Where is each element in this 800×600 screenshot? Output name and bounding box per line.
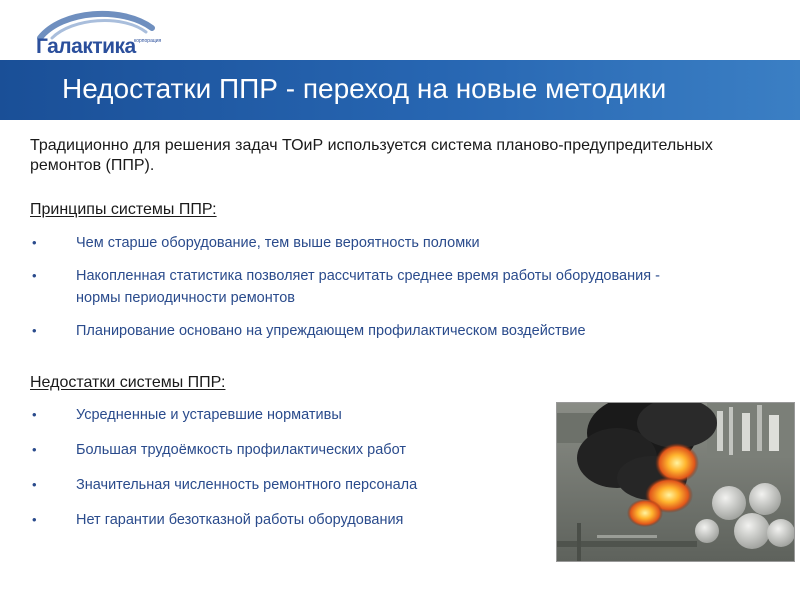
list-item-text: Чем старше оборудование, тем выше вероятность поломки bbox=[76, 235, 480, 251]
bullet-icon: • bbox=[32, 323, 37, 338]
list-item-text: Планирование основано на упреждающем профилактическом воздействие bbox=[76, 323, 586, 339]
list-item bbox=[30, 509, 540, 531]
refinery-fire-image bbox=[557, 403, 794, 561]
logo-text: Галактика bbox=[36, 35, 136, 58]
list-item bbox=[30, 439, 540, 461]
intro-paragraph: Традиционно для решения задач ТОиР используется система планово-предупредительных ремонтов (ППР). bbox=[30, 137, 713, 174]
company-logo bbox=[22, 6, 182, 56]
principles-heading: Принципы системы ППР: bbox=[30, 201, 217, 218]
bullet-icon: • bbox=[32, 268, 37, 283]
list-item-text: Нет гарантии безотказной работы оборудования bbox=[76, 512, 404, 528]
list-item-text: Накопленная статистика позволяет рассчитать среднее время работы оборудования - нормы периодичности ремонтов bbox=[76, 268, 660, 306]
list-item bbox=[30, 474, 540, 496]
refinery-fire-photo bbox=[556, 402, 795, 562]
list-item bbox=[30, 232, 720, 254]
principles-list bbox=[30, 232, 720, 342]
list-item bbox=[30, 265, 706, 309]
list-item bbox=[30, 404, 540, 426]
drawbacks-heading: Недостатки системы ППР: bbox=[30, 374, 226, 391]
bullet-icon: • bbox=[32, 407, 37, 422]
list-item-text: Значительная численность ремонтного персонала bbox=[76, 477, 418, 493]
bullet-icon: • bbox=[32, 512, 37, 527]
bullet-icon: • bbox=[32, 477, 37, 492]
bullet-icon: • bbox=[32, 235, 37, 250]
list-item bbox=[30, 320, 720, 342]
bullet-icon: • bbox=[32, 442, 37, 457]
drawbacks-list bbox=[30, 404, 540, 531]
logo-small-text: корпорация bbox=[134, 38, 162, 44]
slide-title: Недостатки ППР - переход на новые методики bbox=[62, 73, 667, 104]
list-item-text: Большая трудоёмкость профилактических работ bbox=[76, 442, 406, 458]
list-item-text: Усредненные и устаревшие нормативы bbox=[76, 407, 342, 423]
title-bar bbox=[0, 60, 800, 120]
